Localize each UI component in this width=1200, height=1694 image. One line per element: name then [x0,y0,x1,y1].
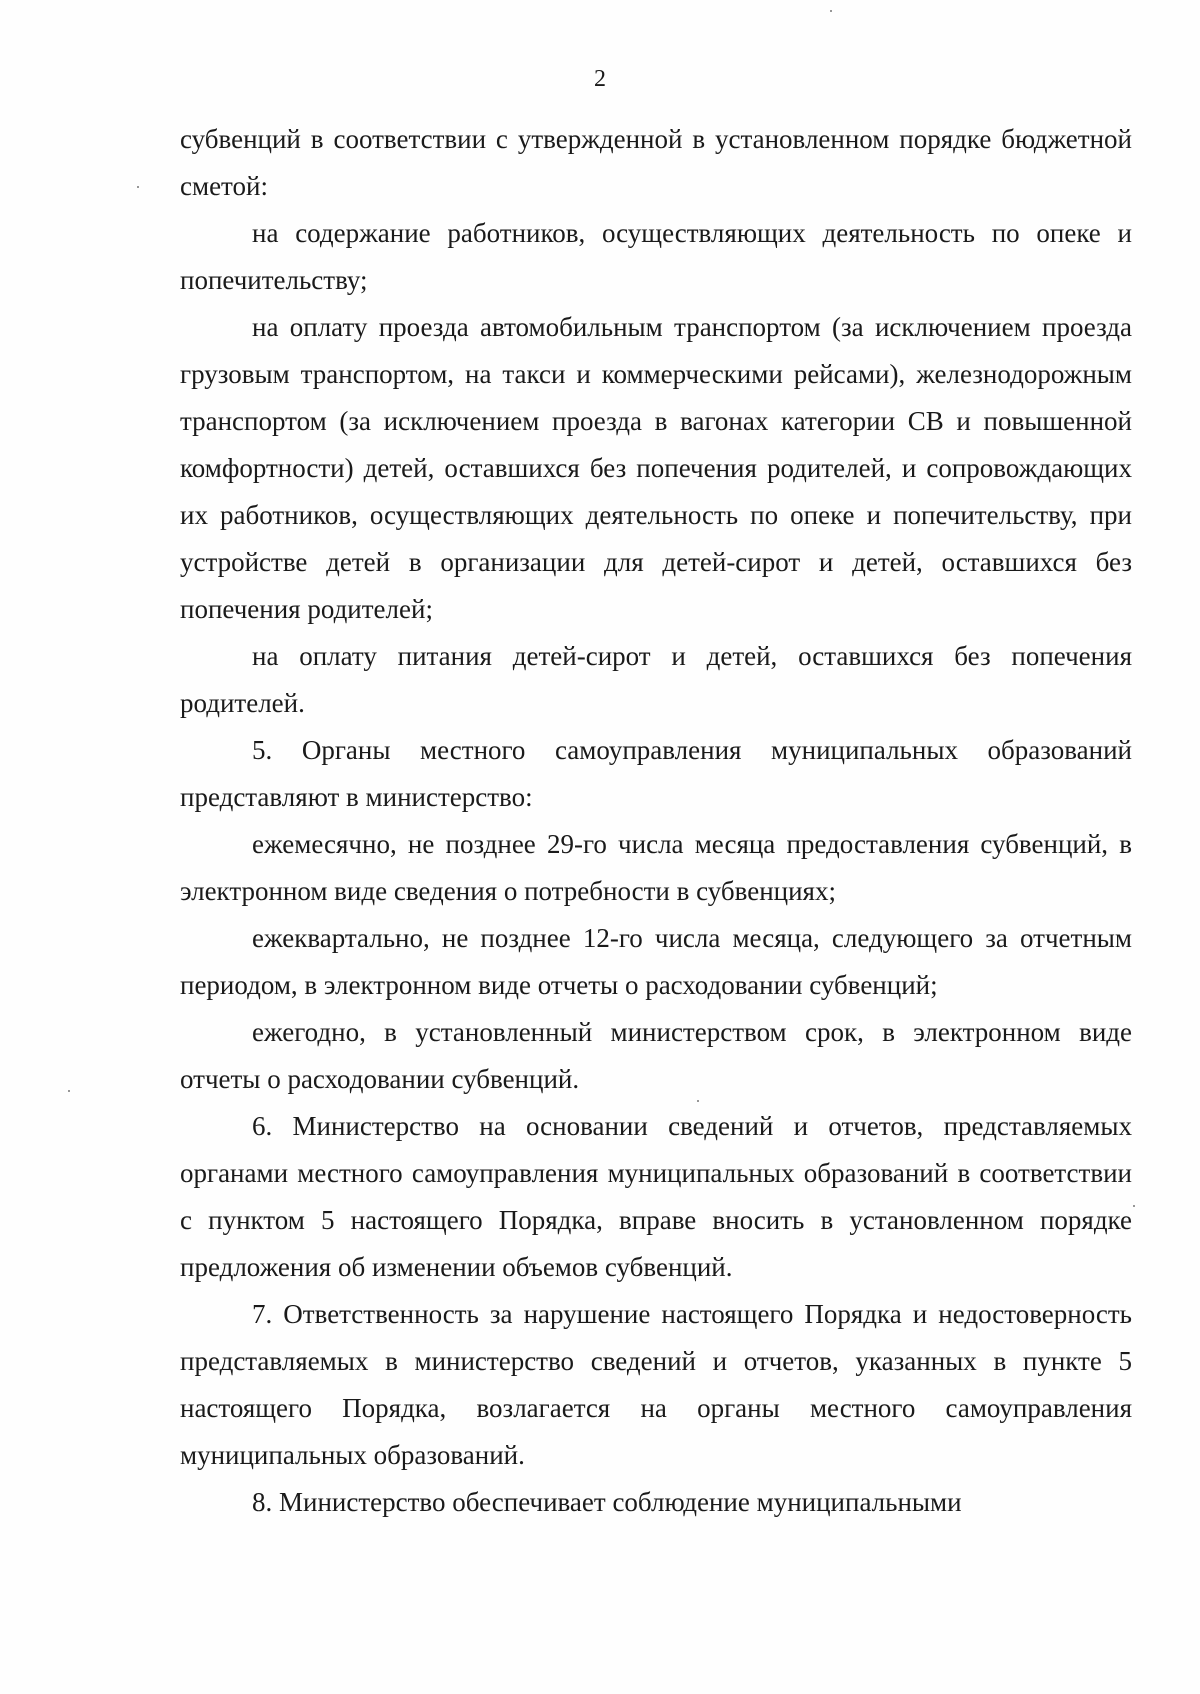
paragraph-item-7: 7. Ответственность за нарушение настоящего Порядка и недостоверность представляемых в министерство сведений и отчетов, указанных в пункте 5 настоящего Порядка, возлагается на органы местного самоуправления муниципальных образований. [180,1299,1132,1470]
paragraph-item-5: 5. Органы местного самоуправления муниципальных образований представляют в министерство: [180,735,1132,812]
page-number: 2 [594,66,606,92]
paragraph-travel-payment: на оплату проезда автомобильным транспортом (за исключением проезда грузовым транспортом, на такси и коммерческими рейсами), железнодорожным транспортом (за исключением проезда в вагонах категории СВ и повышенной комфортности) детей, оставшихся без попечения родителей, и сопровождающих их работников, осуществляющих деятельность по опеке и попечительству, при устройстве детей в организации для детей-сирот и детей, оставшихся без попечения родителей; [180,312,1132,624]
scan-speck [830,10,832,12]
paragraph-monthly-report: ежемесячно, не позднее 29-го числа месяца предоставления субвенций, в электронном виде сведения о потребности в субвенциях; [180,829,1132,906]
paragraph-subventions-estimate: субвенций в соответствии с утвержденной в установленном порядке бюджетной сметой: [180,124,1132,201]
paragraph-annual-report: ежегодно, в установленный министерством срок, в электронном виде отчеты о расходовании субвенций. [180,1017,1132,1094]
scan-speck [697,1100,699,1102]
paragraph-quarterly-report: ежеквартально, не позднее 12-го числа месяца, следующего за отчетным периодом, в электронном виде отчеты о расходовании субвенций; [180,923,1132,1000]
paragraph-item-8: 8. Министерство обеспечивает соблюдение муниципальными [252,1487,962,1517]
paragraph-staff-maintenance: на содержание работников, осуществляющих деятельность по опеке и попечительству; [180,218,1132,295]
scan-speck [68,1090,70,1092]
document-body [180,116,1132,1526]
paragraph-meals-payment: на оплату питания детей-сирот и детей, оставшихся без попечения родителей. [180,641,1132,718]
scan-speck [137,186,139,188]
paragraph-item-6: 6. Министерство на основании сведений и отчетов, представляемых органами местного самоуправления муниципальных образований в соответствии с пунктом 5 настоящего Порядка, вправе вносить в установленном порядке предложения об изменении объемов субвенций. [180,1111,1132,1282]
scan-speck [1133,1205,1135,1207]
